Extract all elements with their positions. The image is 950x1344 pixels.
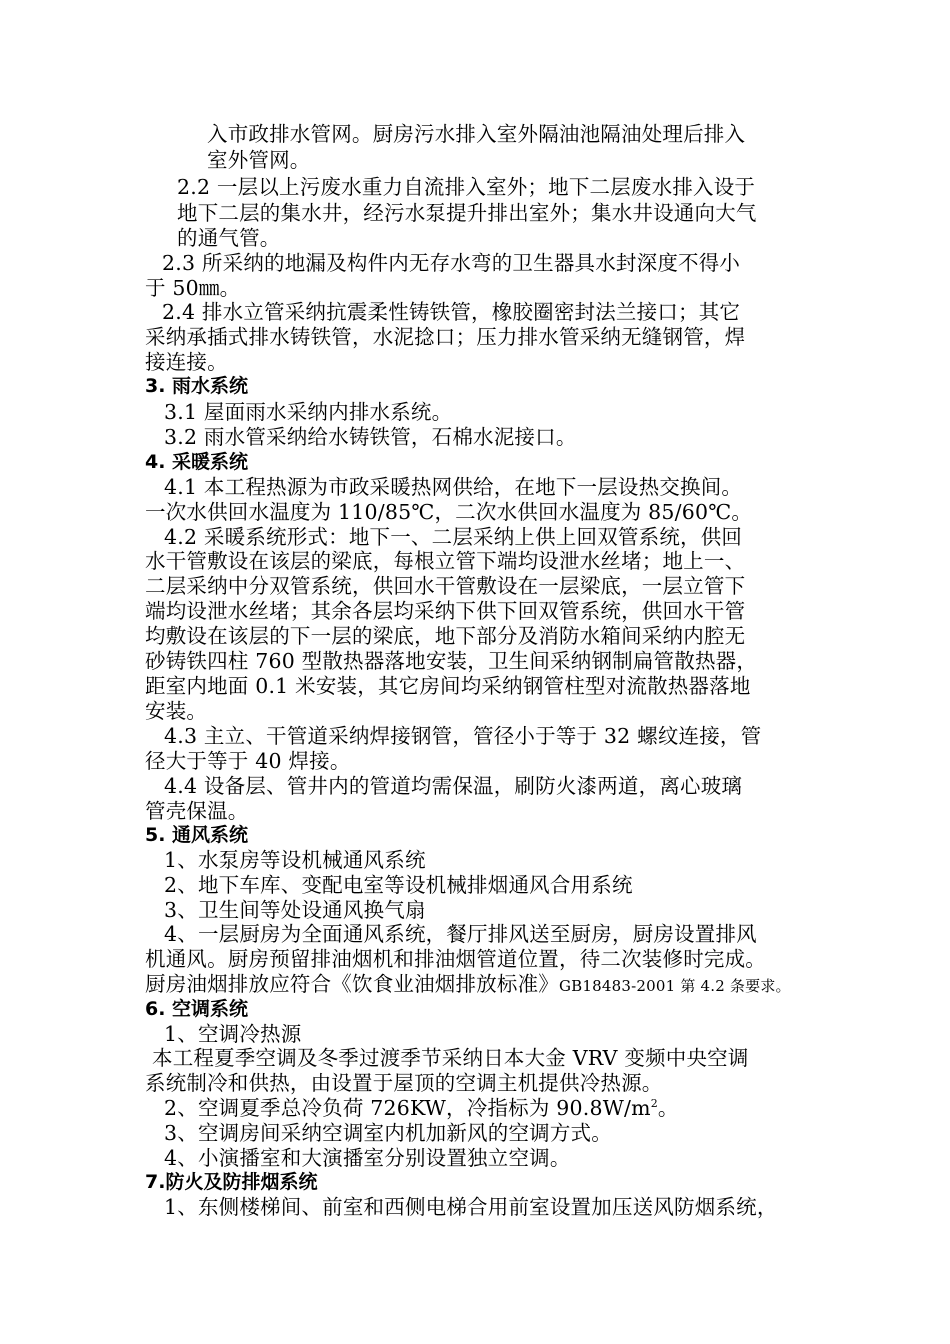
text-line: 接连接。 [145, 350, 228, 374]
text-line: 3、卫生间等处设通风换气扇 [164, 898, 426, 922]
text-line: 4.3 主立、干管道采纳焊接钢管，管径小于等于 32 螺纹连接，管 [164, 724, 762, 748]
text-line: 本工程夏季空调及冬季过渡季节采纳日本大金 VRV 变频中央空调 [152, 1046, 749, 1070]
text-line: 均敷设在该层的下一层的梁底，地下部分及消防水箱间采纳内腔无 [145, 624, 746, 648]
text-line: 管壳保温。 [145, 799, 249, 823]
section-heading: 4. 采暖系统 [145, 451, 249, 473]
section-heading: 5. 通风系统 [145, 824, 249, 846]
text-line: 4.1 本工程热源为市政采暖热网供给，在地下一层设热交换间。 [164, 475, 743, 499]
text-line: 安装。 [145, 699, 208, 723]
text-line: 1、水泵房等设机械通风系统 [164, 848, 426, 872]
text-line [145, 971, 791, 999]
text-line: 采纳承插式排水铸铁管，水泥捻口；压力排水管采纳无缝钢管，焊 [145, 325, 746, 349]
text-line: 室外管网。 [207, 148, 311, 172]
text-line: 1、东侧楼梯间、前室和西侧电梯合用前室设置加压送风防烟系统， [164, 1195, 778, 1219]
text-line: 机通风。厨房预留排油烟机和排油烟管道位置，待二次装修时完成。 [145, 947, 766, 971]
text-line: 地下二层的集水井，经污水泵提升排出室外；集水井设通向大气 [177, 201, 757, 225]
text-line: 4、小演播室和大演播室分别设置独立空调。 [164, 1146, 571, 1170]
text-line: 二层采纳中分双管系统，供回水干管敷设在一层梁底，一层立管下 [145, 574, 746, 598]
text-line: 3.1 屋面雨水采纳内排水系统。 [164, 400, 453, 424]
superscript: 2 [650, 1097, 658, 1111]
text-line: 砂铸铁四柱 760 型散热器落地安装，卫生间采纳钢制扁管散热器， [145, 649, 758, 673]
text-segment: GB18483-2001 第 4.2 条要求。 [559, 977, 791, 995]
text-line: 2.2 一层以上污废水重力自流排入室外；地下二层废水排入设于 [177, 175, 756, 199]
text-line: 4.2 采暖系统形式：地下一、二层采纳上供上回双管系统，供回 [164, 525, 743, 549]
text-line: 的通气管。 [177, 226, 281, 250]
text-line: 4、一层厨房为全面通风系统，餐厅排风送至厨房，厨房设置排风 [164, 922, 757, 946]
text-line: 入市政排水管网。厨房污水排入室外隔油池隔油处理后排入 [207, 122, 746, 146]
text-line: 径大于等于 40 焊接。 [145, 749, 351, 773]
text-line: 2.4 排水立管采纳抗震柔性铸铁管，橡胶圈密封法兰接口；其它 [162, 300, 741, 324]
text-line: 端均设泄水丝堵；其余各层均采纳下供下回双管系统，供回水干管 [145, 599, 746, 623]
section-heading: 6. 空调系统 [145, 998, 249, 1020]
text-line: 距室内地面 0.1 米安装，其它房间均采纳钢管柱型对流散热器落地 [145, 674, 751, 698]
text-segment: 。 [657, 1096, 679, 1120]
text-line: 于 50㎜。 [145, 276, 241, 300]
text-line: 一次水供回水温度为 110/85℃，二次水供回水温度为 85/60℃。 [145, 500, 753, 524]
text-line: 系统制冷和供热，由设置于屋顶的空调主机提供冷热源。 [145, 1071, 663, 1095]
text-line: 3.2 雨水管采纳给水铸铁管，石棉水泥接口。 [164, 425, 577, 449]
text-line: 1、空调冷热源 [164, 1022, 302, 1046]
text-line: 2、地下车库、变配电室等设机械排烟通风合用系统 [164, 873, 633, 897]
text-line: 水干管敷设在该层的梁底，每根立管下端均设泄水丝堵；地上一、 [145, 549, 746, 573]
text-segment: 2、空调夏季总冷负荷 726KW，冷指标为 90.8W/m [164, 1096, 651, 1120]
text-line [164, 1095, 679, 1121]
text-line: 4.4 设备层、管井内的管道均需保温，刷防火漆两道，离心玻璃 [164, 774, 743, 798]
section-heading: 7.防火及防排烟系统 [145, 1171, 318, 1193]
text-line: 2.3 所采纳的地漏及构件内无存水弯的卫生器具水封深度不得小 [162, 251, 741, 275]
text-line: 3、空调房间采纳空调室内机加新风的空调方式。 [164, 1121, 612, 1145]
section-heading: 3. 雨水系统 [145, 375, 249, 397]
text-segment: 厨房油烟排放应符合《饮食业油烟排放标准》 [145, 972, 559, 996]
